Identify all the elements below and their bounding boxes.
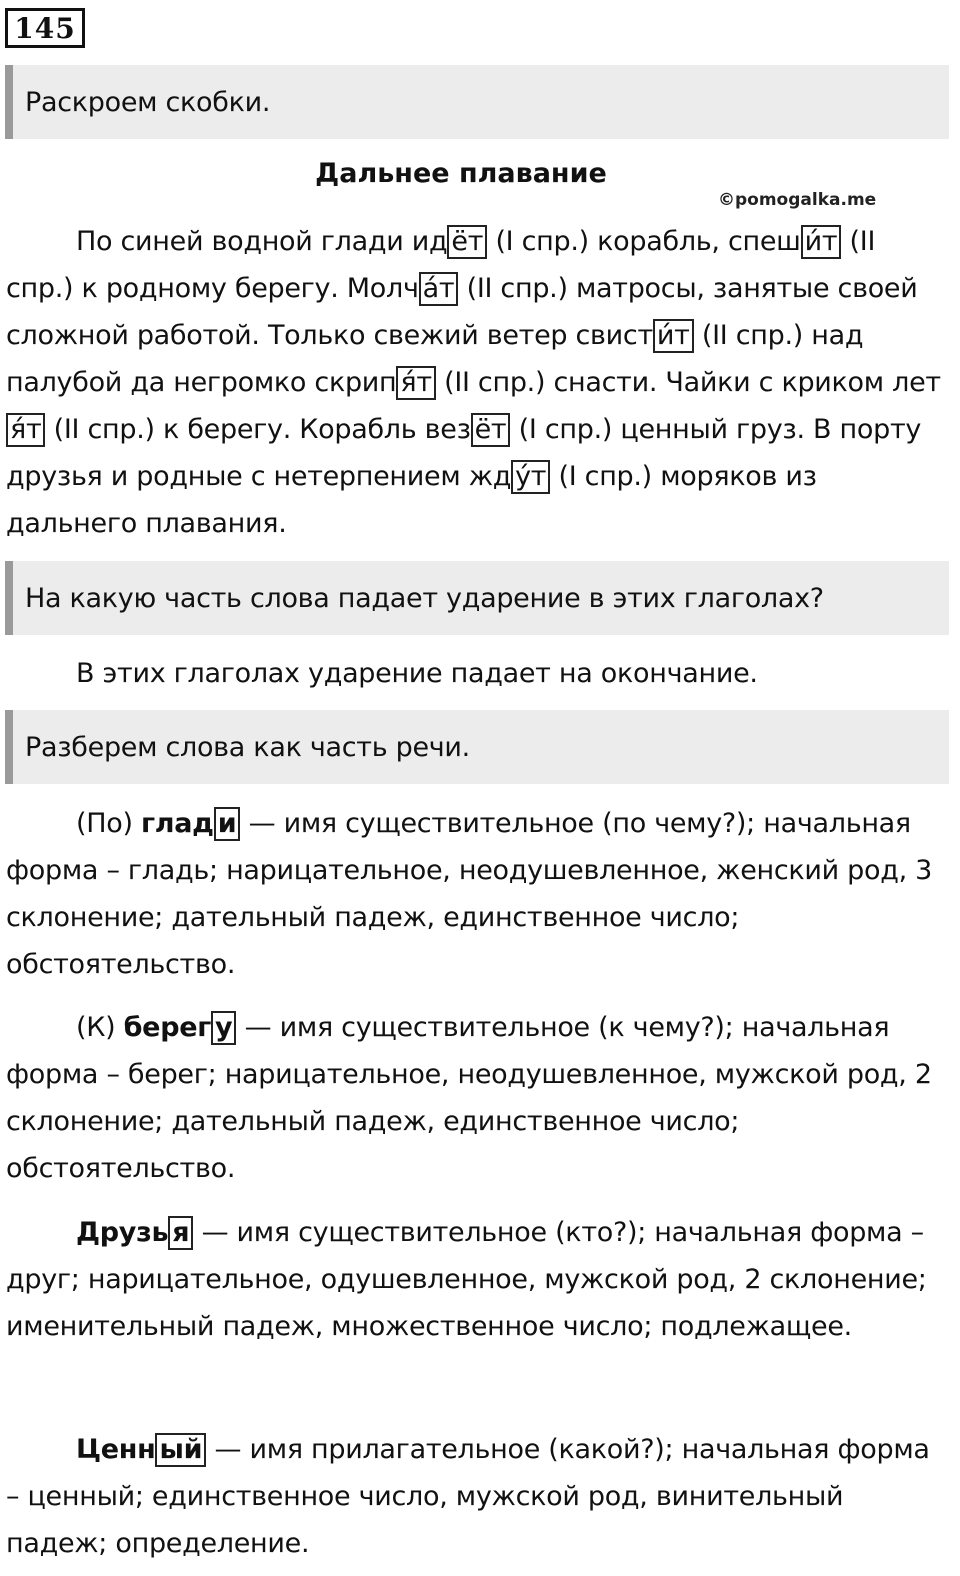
task-number: 145 (5, 8, 85, 48)
story-text: (II спр.) матросы, занятые своей сложной работой. Только свежий ветер свист (6, 273, 918, 351)
parsing-paragraph-tsenny (6, 1426, 946, 1567)
section-header-text: Раскроем скобки. (25, 86, 271, 118)
parsing-text: — имя существительное (к чему?); начальная форма – берег; нарицательное, неодушевленное, мужской род, 2 склонение; дательный падеж, единственное число; обстоятельство. (6, 1012, 932, 1184)
story-text: (II спр.) к берегу. Корабль вез (45, 414, 471, 445)
parsing-text: — имя прилагательное (какой?); начальная форма – ценный; единственное число, мужской род, винительный падеж; определение. (6, 1434, 930, 1559)
section-header-text: На какую часть слова падает ударение в этих глаголах? (25, 582, 824, 614)
parsing-paragraph-druzya (6, 1209, 946, 1350)
parsing-paragraph-beregu (6, 1004, 946, 1192)
ending-box: ёт (447, 225, 487, 259)
ending-box: а́т (419, 272, 459, 306)
section-header-parse-words (5, 710, 949, 784)
story-text: (II спр.) к родному берегу. Молч (6, 226, 876, 304)
ending-box: я (168, 1216, 193, 1250)
parsing-paragraph-gladi (6, 800, 946, 988)
text-title: Дальнее плавание (315, 158, 607, 189)
word-stem: Ценн (76, 1434, 156, 1465)
ending-box: и́т (801, 225, 842, 259)
ending-box: у (211, 1011, 236, 1045)
ending-box: я́т (6, 413, 45, 447)
ending-box: и (214, 807, 241, 841)
section-header-open-brackets (5, 65, 949, 139)
story-text: По синей водной глади ид (76, 226, 448, 257)
stress-answer: В этих глаголах ударение падает на окончание. (76, 658, 758, 689)
word-prefix: (По) (76, 808, 141, 839)
word-prefix: (К) (76, 1012, 124, 1043)
section-header-stress-question (5, 561, 949, 635)
story-text: (I спр.) моряков из дальнего плавания. (6, 461, 817, 539)
ending-box: я́т (396, 366, 435, 400)
ending-box: ёт (471, 413, 511, 447)
word-stem: глад (140, 808, 214, 839)
parsing-text: — имя существительное (кто?); начальная форма – друг; нарицательное, одушевленное, мужской род, 2 склонение; именительный падеж, множественное число; подлежащее. (6, 1217, 927, 1342)
word-stem: берег (123, 1012, 212, 1043)
story-text: (I спр.) ценный груз. В порту друзья и родные с нетерпением жд (6, 414, 922, 492)
watermark: ©pomogalka.me (718, 190, 877, 210)
story-text: (I спр.) корабль, спеш (487, 226, 801, 257)
story-text: (II спр.) над палубой да негромко скрип (6, 320, 864, 398)
word-stem: Друзь (76, 1217, 169, 1248)
ending-box: у́т (511, 460, 550, 494)
story-text: (II спр.) снасти. Чайки с криком лет (435, 367, 941, 398)
section-header-text: Разберем слова как часть речи. (25, 731, 470, 763)
story-paragraph (6, 218, 946, 547)
ending-box: ый (155, 1433, 206, 1467)
parsing-text: — имя существительное (по чему?); начальная форма – гладь; нарицательное, неодушевленное, женский род, 3 склонение; дательный падеж, единственное число; обстоятельство. (6, 808, 933, 980)
ending-box: и́т (653, 319, 694, 353)
